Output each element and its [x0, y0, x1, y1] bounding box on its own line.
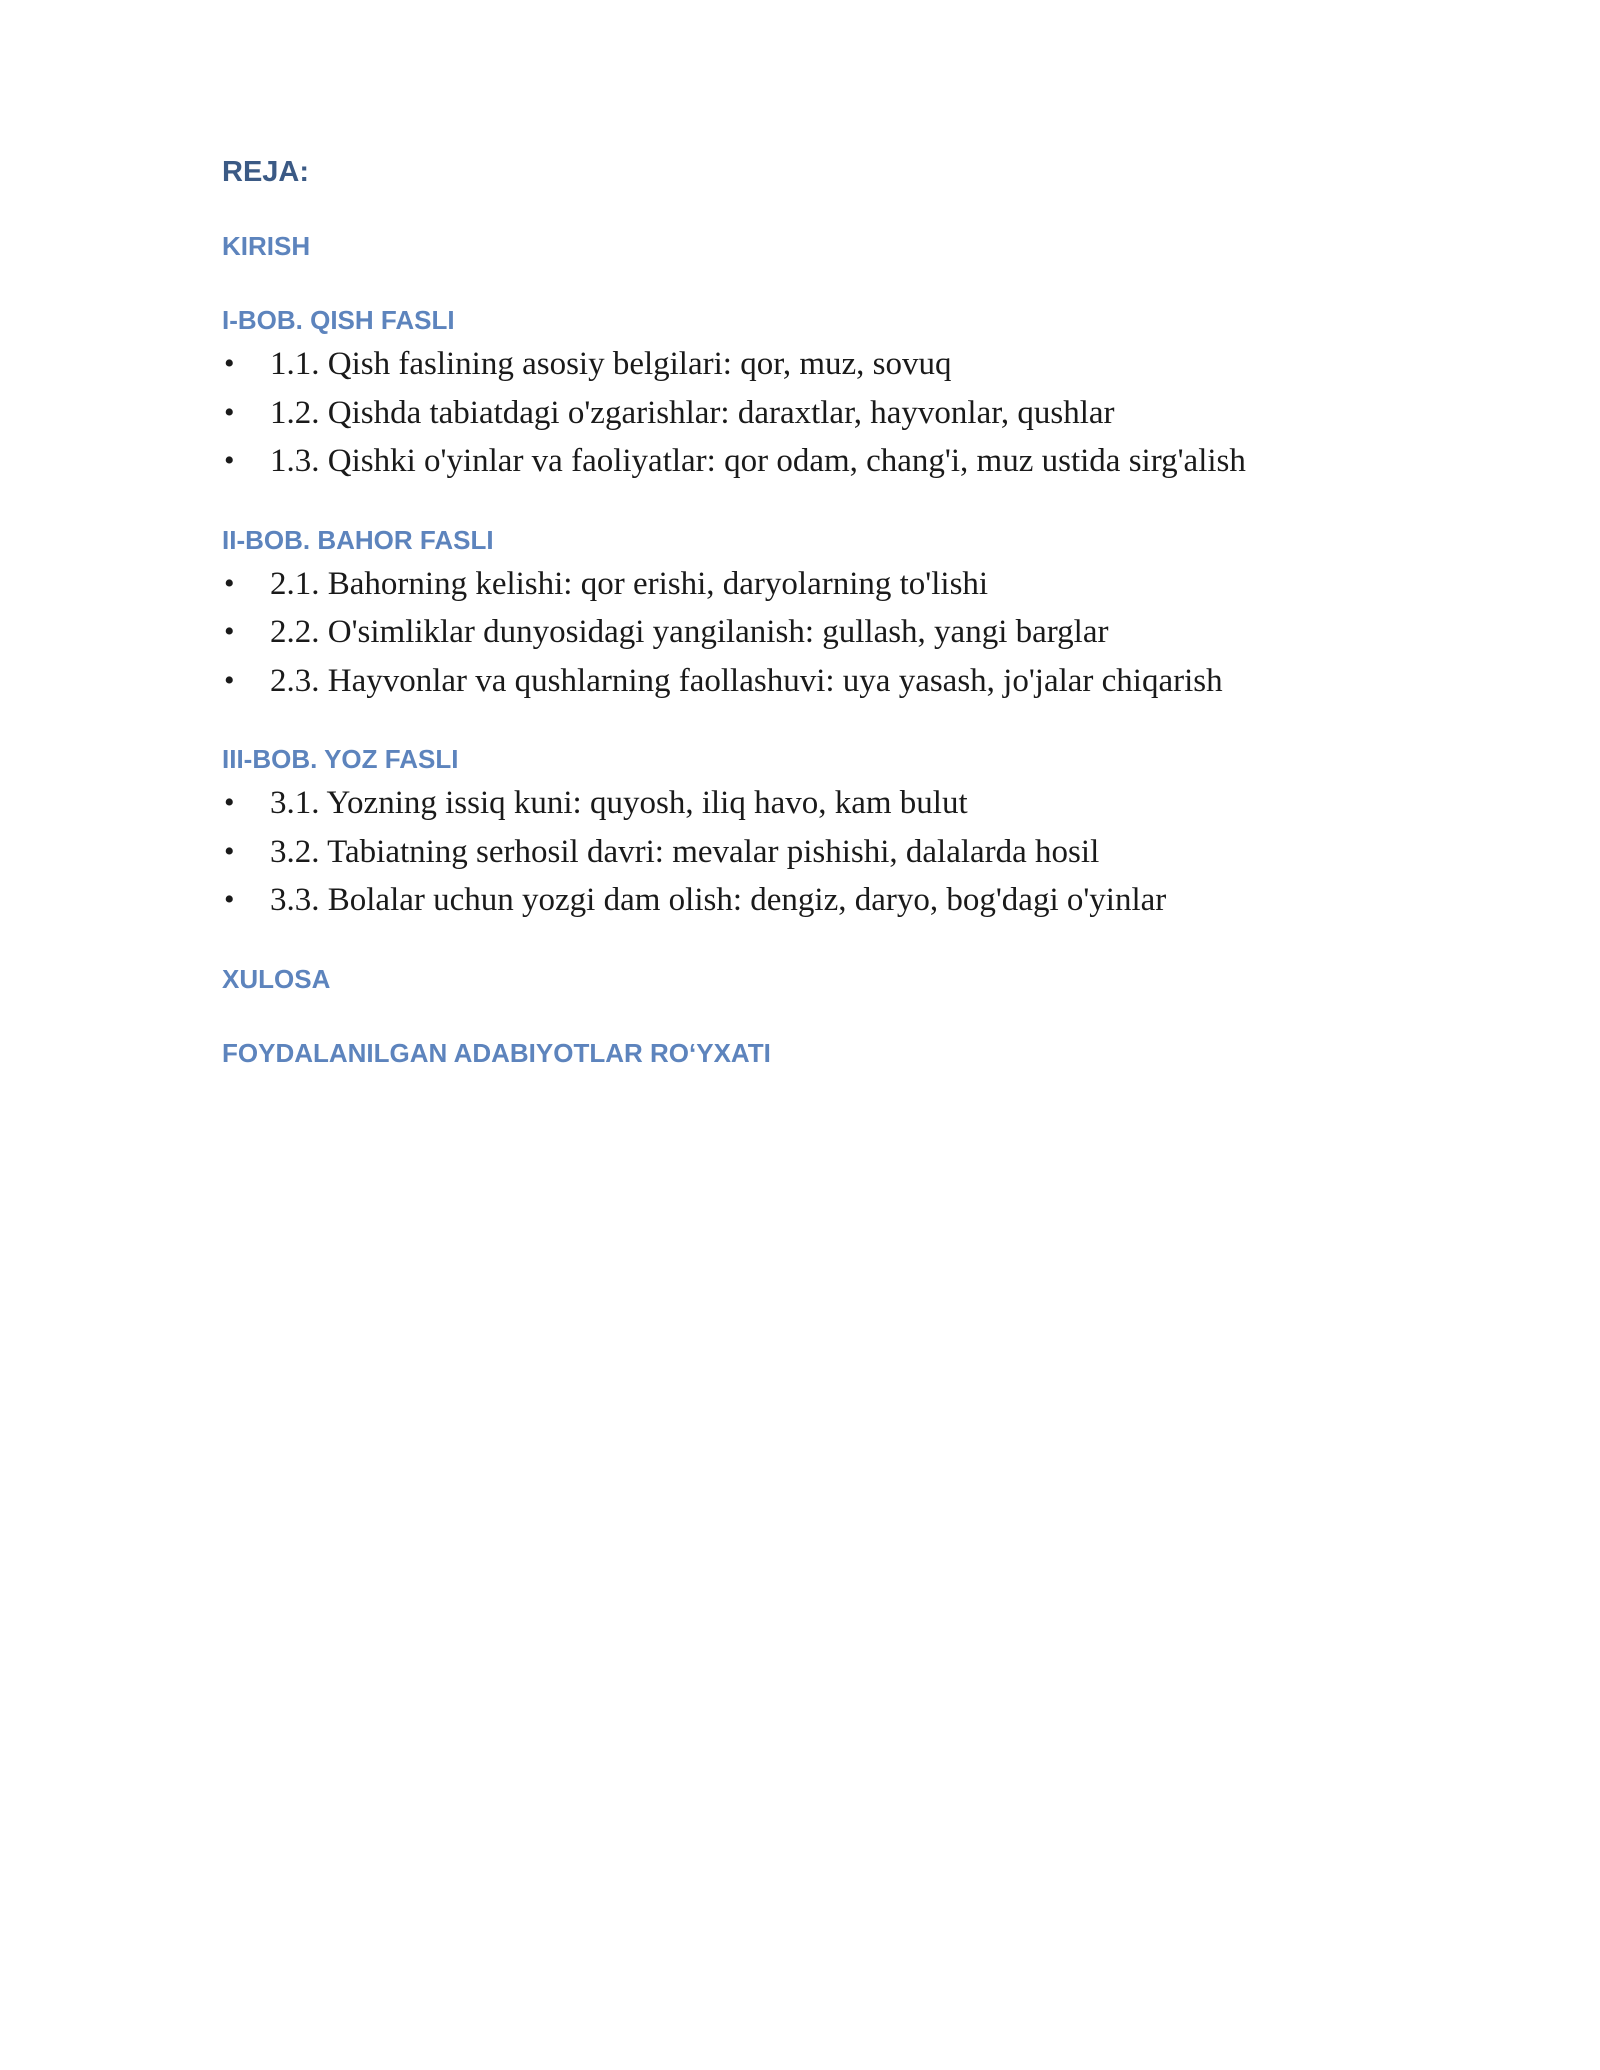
list-item — [222, 560, 1422, 609]
bullet-icon: • — [224, 395, 235, 429]
list-item — [222, 437, 1422, 486]
chapter-3 — [222, 739, 1422, 925]
bullet-icon: • — [224, 663, 235, 697]
list-item-text: 2.2. O'simliklar dunyosidagi yangilanish: gullash, yangi barglar — [270, 614, 1109, 650]
list-item — [222, 779, 1422, 828]
list-item-text: 2.1. Bahorning kelishi: qor erishi, daryolarning to'lishi — [270, 565, 989, 602]
bullet-icon: • — [224, 786, 235, 819]
chapter-2 — [222, 520, 1422, 706]
bullet-icon: • — [224, 444, 235, 477]
chapter-item-list — [222, 779, 1422, 925]
bullet-icon: • — [224, 566, 235, 600]
list-item-text: 3.2. Tabiatning serhosil davri: mevalar pishishi, dalalarda hosil — [270, 833, 1100, 870]
list-item-text: 1.1. Qish faslining asosiy belgilari: qor, muz, sovuq — [270, 346, 952, 382]
chapter-heading: II-BOB. BAHOR FASLI — [222, 524, 494, 555]
list-item — [222, 389, 1422, 438]
chapter-item-list — [222, 560, 1422, 706]
chapter-item-list — [222, 340, 1422, 486]
list-item — [222, 657, 1422, 706]
conclusion-heading: XULOSA — [222, 963, 331, 994]
references-heading: FOYDALANILGAN ADABIYOTLAR RO‘YXATI — [222, 1037, 771, 1068]
list-item — [222, 876, 1422, 925]
list-item-text: 3.3. Bolalar uchun yozgi dam olish: dengiz, daryo, bog'dagi o'yinlar — [270, 882, 1167, 918]
chapter-1 — [222, 300, 1422, 486]
list-item-text: 1.2. Qishda tabiatdagi o'zgarishlar: daraxtlar, hayvonlar, qushlar — [270, 394, 1115, 431]
list-item-text: 3.1. Yozning issiq kuni: quyosh, iliq havo, kam bulut — [270, 785, 968, 821]
list-item — [222, 340, 1422, 389]
plan-content — [222, 150, 1422, 1073]
intro-heading: KIRISH — [222, 231, 311, 261]
chapter-heading: III-BOB. YOZ FASLI — [222, 744, 459, 774]
list-item — [222, 608, 1422, 657]
bullet-icon: • — [224, 347, 235, 380]
list-item — [222, 828, 1422, 877]
page-title: REJA: — [222, 156, 310, 188]
chapter-heading: I-BOB. QISH FASLI — [222, 305, 455, 335]
bullet-icon: • — [224, 834, 235, 868]
bullet-icon: • — [224, 883, 235, 916]
bullet-icon: • — [224, 615, 235, 648]
list-item-text: 2.3. Hayvonlar va qushlarning faollashuvi: uya yasash, jo'jalar chiqarish — [270, 662, 1223, 699]
list-item-text: 1.3. Qishki o'yinlar va faoliyatlar: qor odam, chang'i, muz ustida sirg'alish — [270, 443, 1246, 479]
